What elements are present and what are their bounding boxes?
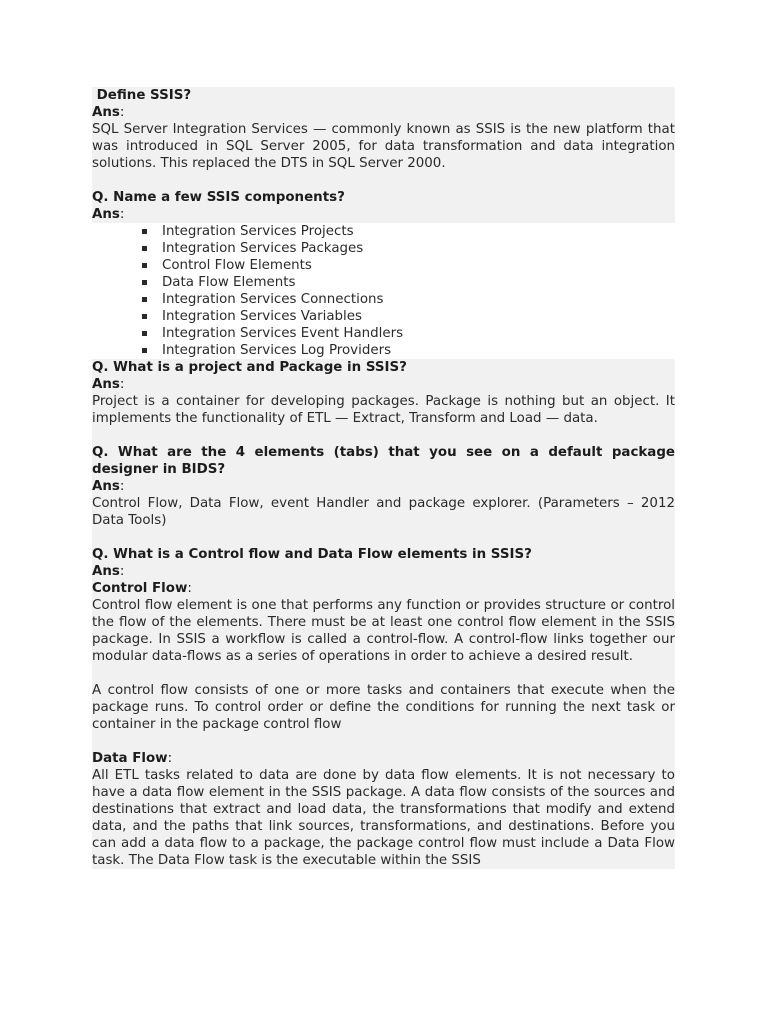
q3-question: Q. What is a project and Package in SSIS? xyxy=(92,360,407,375)
q1-block xyxy=(92,87,675,189)
q5-question: Q. What is a Control flow and Data Flow elements in SSIS? xyxy=(92,547,532,562)
q5-ans-label: Ans: xyxy=(92,564,125,579)
list-item: Integration Services Log Providers xyxy=(142,342,675,359)
list-item: Integration Services Packages xyxy=(142,240,675,257)
q2-block xyxy=(92,189,675,223)
q3-answer: Project is a container for developing packages. Package is nothing but an object. It implements the functionality of ETL — Extract, Transform and Load — data. xyxy=(92,394,675,426)
q2-ans-label: Ans: xyxy=(92,207,125,222)
list-item: Integration Services Connections xyxy=(142,291,675,308)
q1-answer: SQL Server Integration Services — commonly known as SSIS is the new platform that was introduced in SQL Server 2005, for data transformation and data integration solutions. This replaced the DTS in SQL Server 2000. xyxy=(92,122,675,171)
q4-ans-label: Ans: xyxy=(92,479,125,494)
q5-block xyxy=(92,546,675,869)
components-list xyxy=(92,223,675,359)
list-item: Integration Services Event Handlers xyxy=(142,325,675,342)
q3-ans-label: Ans: xyxy=(92,377,125,392)
q2-question: Q. Name a few SSIS components? xyxy=(92,190,345,205)
list-item: Integration Services Variables xyxy=(142,308,675,325)
q4-answer: Control Flow, Data Flow, event Handler and package explorer. (Parameters – 2012 Data Tools) xyxy=(92,496,675,528)
data-flow-label: Data Flow: xyxy=(92,751,173,766)
control-flow-paragraph-1: Control flow element is one that performs any function or provides structure or control the flow of the elements. There must be at least one control flow element in the SSIS package. In SSIS a workflow is called a control-flow. A control-flow links together our modular data-flows as a series of operations in order to achieve a desired result. xyxy=(92,598,675,664)
control-flow-label: Control Flow: xyxy=(92,581,192,596)
document-page xyxy=(92,87,675,869)
control-flow-paragraph-2: A control flow consists of one or more tasks and containers that execute when the package runs. To control order or define the conditions for running the next task or container in the package control flow xyxy=(92,683,675,732)
list-item: Integration Services Projects xyxy=(142,223,675,240)
list-item: Control Flow Elements xyxy=(142,257,675,274)
q1-question: Define SSIS? xyxy=(92,88,192,103)
q1-ans-label: Ans: xyxy=(92,105,125,120)
q3-block xyxy=(92,359,675,444)
list-item: Data Flow Elements xyxy=(142,274,675,291)
q4-question: Q. What are the 4 elements (tabs) that you see on a default package designer in BIDS? xyxy=(92,445,675,477)
q4-block xyxy=(92,444,675,546)
data-flow-paragraph-1: All ETL tasks related to data are done by data flow elements. It is not necessary to have a data flow element in the SSIS package. A data flow consists of the sources and destinations that extract and load data, the transformations that modify and extend data, and the paths that link sources, transformations, and destinations. Before you can add a data flow to a package, the package control flow must include a Data Flow task. The Data Flow task is the executable within the SSIS xyxy=(92,768,675,868)
